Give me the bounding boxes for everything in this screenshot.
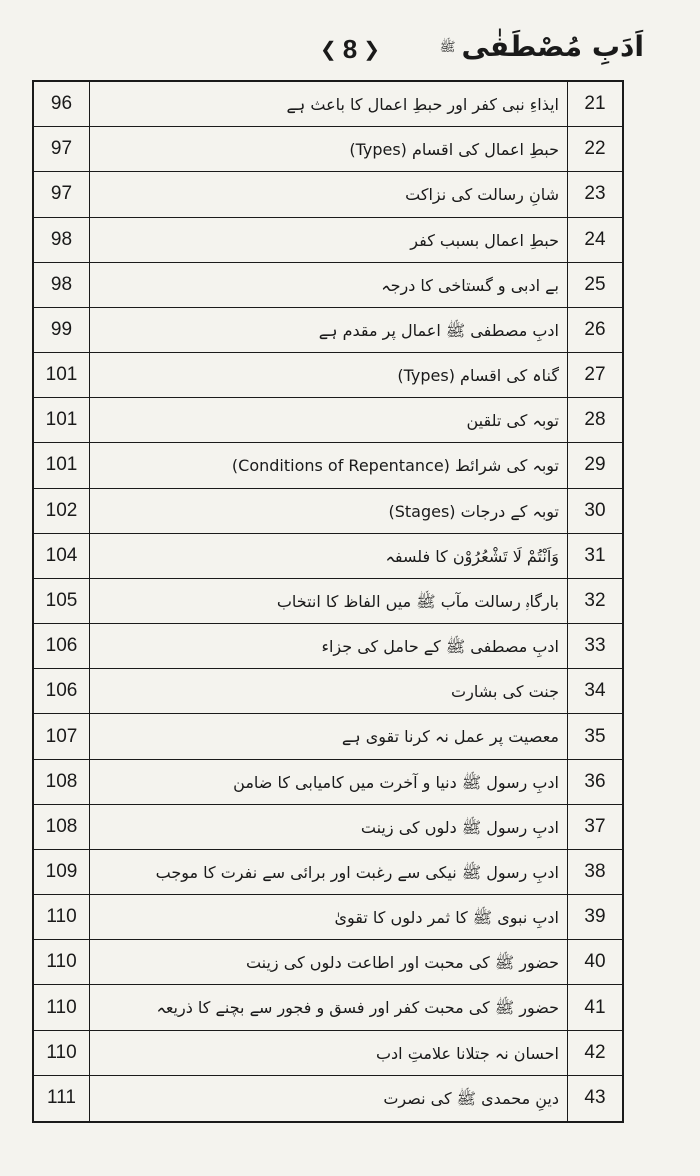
- table-row: [34, 172, 622, 217]
- topic-title: بارگاہِ رسالت مآب ﷺ میں الفاظ کا انتخاب: [90, 579, 568, 623]
- topic-title: حضور ﷺ کی محبت کفر اور فسق و فجور سے بچنے کا ذریعہ: [90, 985, 568, 1029]
- serial-number: 35: [584, 725, 606, 747]
- topic-title: حضور ﷺ کی محبت اور اطاعت دلوں کی زینت: [90, 940, 568, 984]
- table-row: [34, 127, 622, 172]
- right-ornament-icon: ❯: [363, 39, 380, 61]
- page-ref: 102: [34, 489, 90, 533]
- page-header: [0, 0, 700, 78]
- serial-number: 41: [584, 996, 606, 1018]
- page-ref: 106: [34, 624, 90, 668]
- page-ref: 107: [34, 714, 90, 758]
- page-ref: 99: [34, 308, 90, 352]
- book-title-text: اَدَبِ مُصْطَفٰی: [461, 30, 644, 63]
- table-row: [34, 940, 622, 985]
- table-row: [34, 489, 622, 534]
- topic-title: دینِ محمدی ﷺ کی نصرت: [90, 1076, 568, 1121]
- page-number-value: 8: [342, 34, 358, 64]
- topic-title: احسان نہ جتلانا علامتِ ادب: [90, 1031, 568, 1075]
- book-title: [440, 30, 644, 63]
- serial-number: 32: [584, 589, 606, 611]
- page-ref: 111: [34, 1076, 90, 1121]
- table-row: [34, 82, 622, 127]
- page-ref: 101: [34, 398, 90, 442]
- topic-title: حبطِ اعمال بسبب کفر: [90, 218, 568, 262]
- table-row: [34, 805, 622, 850]
- page-ref: 110: [34, 940, 90, 984]
- page-ref: 109: [34, 850, 90, 894]
- serial-number: 23: [584, 183, 606, 205]
- topic-title: حبطِ اعمال کی اقسام (Types): [90, 127, 568, 171]
- serial-number: 31: [584, 544, 606, 566]
- topic-title: توبہ کے درجات (Stages): [90, 489, 568, 533]
- serial-number: 38: [584, 861, 606, 883]
- page-ref: 97: [34, 127, 90, 171]
- serial-number: 39: [584, 906, 606, 928]
- page-ref: 101: [34, 443, 90, 487]
- topic-title: ادبِ مصطفی ﷺ کے حامل کی جزاء: [90, 624, 568, 668]
- serial-number: 42: [584, 1041, 606, 1063]
- topic-title: شانِ رسالت کی نزاکت: [90, 172, 568, 216]
- page-ref: 98: [34, 218, 90, 262]
- topic-title: ادبِ رسول ﷺ دلوں کی زینت: [90, 805, 568, 849]
- serial-number: 24: [584, 228, 606, 250]
- topic-title: بے ادبی و گستاخی کا درجہ: [90, 263, 568, 307]
- serial-number: 22: [584, 138, 606, 160]
- table-row: [34, 263, 622, 308]
- serial-number: 34: [584, 680, 606, 702]
- table-row: [34, 1031, 622, 1076]
- page-ref: 108: [34, 805, 90, 849]
- table-row: [34, 443, 622, 488]
- page-ref: 110: [34, 895, 90, 939]
- page-ref: 110: [34, 985, 90, 1029]
- page-ref: 101: [34, 353, 90, 397]
- serial-number: 36: [584, 770, 606, 792]
- topic-title: ادبِ رسول ﷺ نیکی سے رغبت اور برائی سے نفرت کا موجب: [90, 850, 568, 894]
- topic-title: توبہ کی شرائط (Conditions of Repentance): [90, 443, 568, 487]
- table-of-contents: [32, 80, 624, 1123]
- table-row: [34, 985, 622, 1030]
- page-ref: 105: [34, 579, 90, 623]
- table-row: [34, 760, 622, 805]
- left-ornament-icon: ❮: [320, 39, 337, 61]
- serial-number: 25: [584, 273, 606, 295]
- topic-title: وَاَنْتُمْ لَا تَشْعُرُوْن کا فلسفہ: [90, 534, 568, 578]
- table-row: [34, 669, 622, 714]
- serial-number: 37: [584, 815, 606, 837]
- table-row: [34, 534, 622, 579]
- table-row: [34, 353, 622, 398]
- table-row: [34, 579, 622, 624]
- serial-number: 27: [584, 364, 606, 386]
- serial-number: 29: [584, 454, 606, 476]
- page-ref: 97: [34, 172, 90, 216]
- serial-number: 30: [584, 499, 606, 521]
- serial-number: 21: [584, 93, 606, 115]
- serial-number: 40: [584, 951, 606, 973]
- topic-title: جنت کی بشارت: [90, 669, 568, 713]
- topic-title: معصیت پر عمل نہ کرنا تقوی ہے: [90, 714, 568, 758]
- topic-title: ادبِ نبوی ﷺ کا ثمر دلوں کا تقویٰ: [90, 895, 568, 939]
- page-ref: 98: [34, 263, 90, 307]
- page-ref: 108: [34, 760, 90, 804]
- serial-number: 33: [584, 635, 606, 657]
- page-ref: 96: [34, 82, 90, 126]
- table-row: [34, 895, 622, 940]
- table-row: [34, 714, 622, 759]
- page-ref: 106: [34, 669, 90, 713]
- topic-title: ایذاءِ نبی کفر اور حبطِ اعمال کا باعث ہے: [90, 82, 568, 126]
- table-row: [34, 624, 622, 669]
- page-ref: 104: [34, 534, 90, 578]
- table-row: [34, 1076, 622, 1121]
- topic-title: ادبِ رسول ﷺ دنیا و آخرت میں کامیابی کا ضامن: [90, 760, 568, 804]
- serial-number: 26: [584, 318, 606, 340]
- table-row: [34, 308, 622, 353]
- topic-title: گناہ کی اقسام (Types): [90, 353, 568, 397]
- serial-number: 43: [584, 1087, 606, 1109]
- table-row: [34, 398, 622, 443]
- topic-title: توبہ کی تلقین: [90, 398, 568, 442]
- serial-number: 28: [584, 409, 606, 431]
- title-honorific: ﷺ: [439, 39, 456, 55]
- page-number: [320, 34, 380, 65]
- table-row: [34, 850, 622, 895]
- table-row: [34, 218, 622, 263]
- topic-title: ادبِ مصطفی ﷺ اعمال پر مقدم ہے: [90, 308, 568, 352]
- page-ref: 110: [34, 1031, 90, 1075]
